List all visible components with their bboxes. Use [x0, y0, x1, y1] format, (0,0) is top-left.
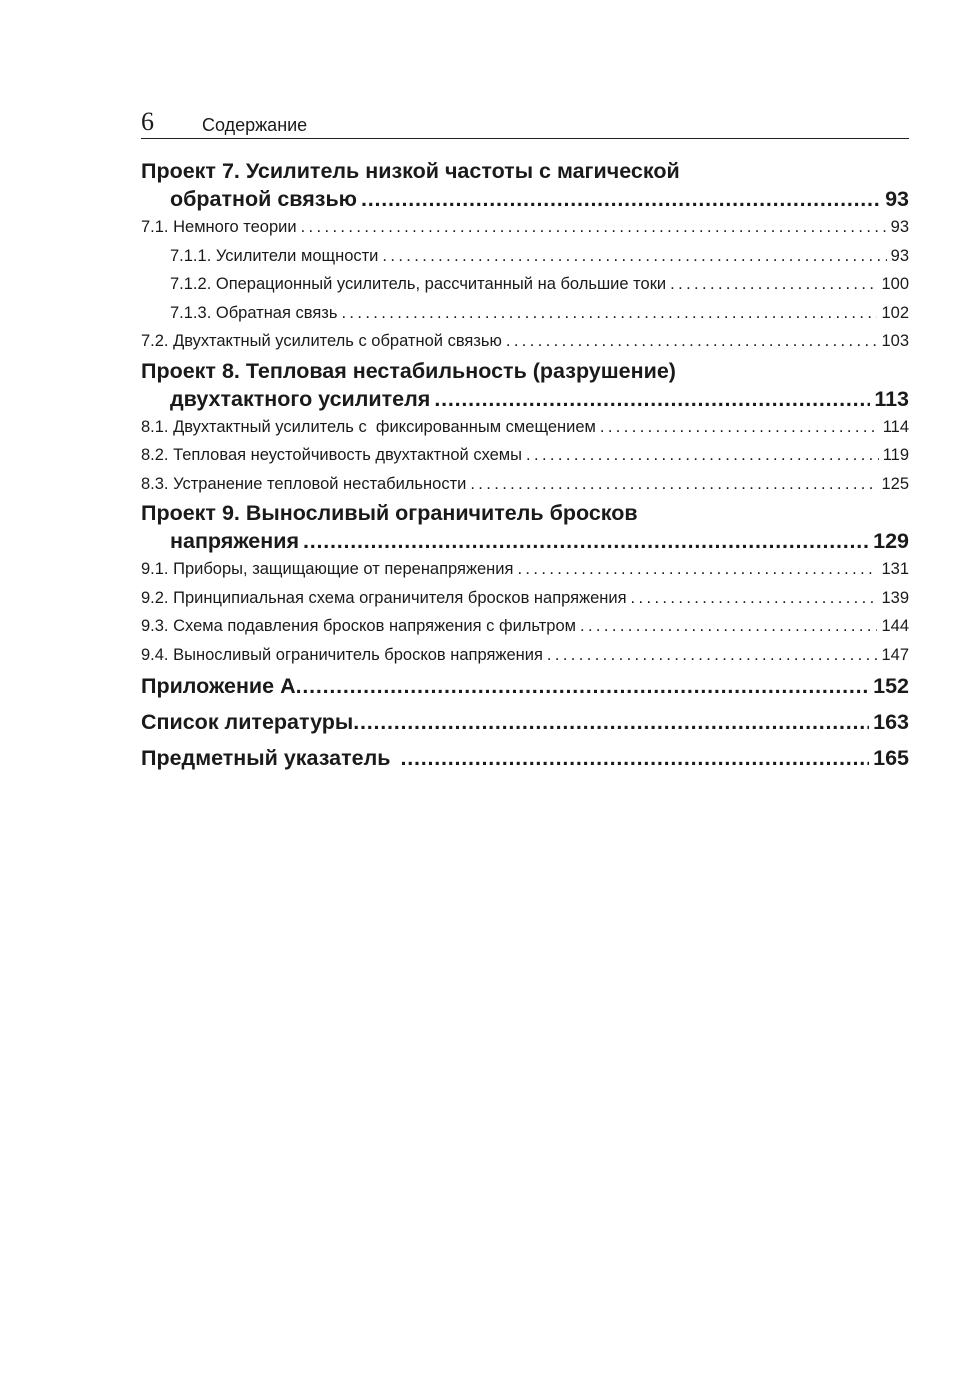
dot-leader: [301, 213, 887, 242]
toc-project-title-line1: Проект 7. Усилитель низкой частоты с магической: [141, 159, 680, 183]
dot-leader: [547, 641, 878, 670]
toc-entry-page: 147: [881, 645, 909, 664]
toc-entry-page: 102: [881, 303, 909, 322]
toc-project-9: [141, 499, 909, 669]
toc-project-title-line2: обратной связью: [170, 187, 358, 211]
dot-leader: [631, 584, 878, 613]
dot-leader: [526, 441, 879, 470]
toc-project-title-line1: Проект 8. Тепловая нестабильность (разрушение): [141, 358, 676, 383]
toc-project-title-line1: Проект 9. Выносливый ограничитель бросков: [141, 501, 638, 525]
toc-project-title-line2: напряжения: [170, 529, 299, 553]
dot-leader: [353, 708, 869, 736]
toc-entry-label: 9.4. Выносливый ограничитель бросков напряжения: [141, 645, 543, 664]
dot-leader: [600, 413, 879, 442]
toc-entry-page: 125: [881, 474, 909, 493]
toc-entry-label: 7.1. Немного теории: [141, 218, 297, 236]
toc-entry-page: 139: [881, 588, 909, 607]
toc-project-heading[interactable]: [141, 157, 909, 213]
toc-entry-page: 131: [881, 560, 909, 578]
toc-entry-label: 7.1.2. Операционный усилитель, рассчитанный на большие токи: [170, 275, 667, 293]
toc-entry[interactable]: [141, 555, 909, 584]
toc-appendix[interactable]: [141, 672, 909, 700]
dot-leader: [506, 327, 878, 356]
running-head-title: Содержание: [202, 115, 308, 135]
toc-project-heading[interactable]: [141, 357, 909, 413]
toc-entry[interactable]: [141, 470, 909, 499]
toc-index[interactable]: [141, 744, 909, 772]
toc-entry[interactable]: [141, 213, 909, 242]
toc-project-page: 113: [874, 386, 909, 411]
running-head: [141, 108, 909, 139]
dot-leader: [361, 185, 881, 213]
toc-entry[interactable]: [141, 413, 909, 442]
dot-leader: [341, 299, 877, 328]
toc-entry-label: 9.1. Приборы, защищающие от перенапряжения: [141, 560, 514, 578]
toc-bibliography-page: 163: [873, 710, 909, 734]
toc-project-title-line2: двухтактного усилителя: [170, 386, 431, 411]
dot-leader: [401, 744, 870, 772]
toc-entry-page: 114: [882, 417, 909, 436]
toc-entry-page: 93: [890, 246, 909, 265]
toc-entry-page: 103: [881, 332, 909, 350]
toc-entry-label: 7.1.1. Усилители мощности: [170, 246, 379, 265]
toc-project-heading[interactable]: [141, 499, 909, 555]
toc-entry-label: 7.1.3. Обратная связь: [170, 303, 338, 322]
toc-index-label: Предметный указатель: [141, 746, 391, 770]
toc-entry[interactable]: [141, 612, 909, 641]
toc-project-page: 129: [873, 529, 909, 553]
toc-appendix-label: Приложение А: [141, 674, 296, 698]
toc-index-page: 165: [873, 746, 909, 770]
toc-entry-page: 144: [881, 617, 909, 635]
toc-bibliography[interactable]: [141, 708, 909, 736]
toc-entry-label: 9.2. Принципиальная схема ограничителя бросков напряжения: [141, 588, 627, 607]
toc-entry[interactable]: [141, 327, 909, 356]
toc-entry-page: 119: [882, 446, 909, 464]
toc-entry-label: 8.3. Устранение тепловой нестабильности: [141, 474, 467, 493]
toc-project-page: 93: [885, 187, 909, 211]
toc-entry[interactable]: [141, 441, 909, 470]
dot-leader: [382, 242, 886, 271]
dot-leader: [303, 527, 869, 555]
page-number: 6: [141, 107, 154, 136]
toc-bibliography-label: Список литературы: [141, 710, 354, 734]
toc-project-7: [141, 157, 909, 356]
dot-leader: [517, 555, 877, 584]
dot-leader: [296, 672, 870, 700]
toc-project-8: [141, 357, 909, 499]
toc-entry-label: 8.2. Тепловая неустойчивость двухтактной схемы: [141, 446, 523, 464]
toc-entry[interactable]: [141, 641, 909, 670]
dot-leader: [670, 270, 877, 299]
dot-leader: [470, 470, 877, 499]
toc-entry-label: 9.3. Схема подавления бросков напряжения с фильтром: [141, 617, 576, 635]
table-of-contents: [141, 139, 909, 772]
dot-leader: [434, 385, 870, 413]
toc-entry-page: 93: [890, 218, 909, 236]
toc-entry-label: 7.2. Двухтактный усилитель с обратной связью: [141, 332, 502, 350]
toc-entry-page: 100: [881, 275, 909, 293]
contents-page: [141, 108, 909, 772]
toc-entry-label: 8.1. Двухтактный усилитель с фиксированным смещением: [141, 417, 596, 436]
toc-entry[interactable]: [141, 299, 909, 328]
toc-entry[interactable]: [141, 242, 909, 271]
toc-entry[interactable]: [141, 584, 909, 613]
toc-entry[interactable]: [141, 270, 909, 299]
dot-leader: [580, 612, 877, 641]
toc-appendix-page: 152: [873, 674, 909, 698]
